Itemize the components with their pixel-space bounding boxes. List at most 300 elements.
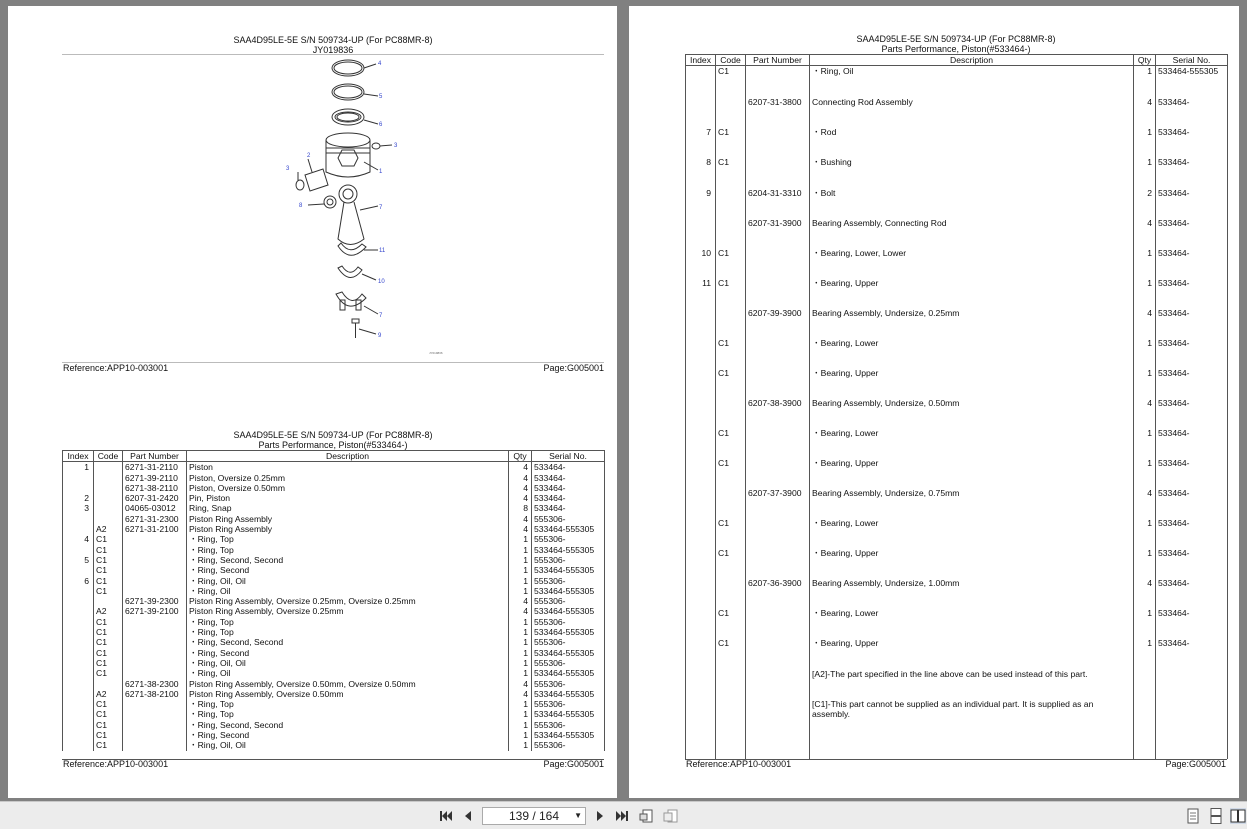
cell-code: A2 [94, 606, 123, 616]
cell-code: C1 [94, 699, 123, 709]
cell-part-number [123, 586, 187, 596]
cell-part-number: 6207-31-3900 [746, 218, 810, 248]
cell-description: ・Bearing, Upper [810, 548, 1134, 578]
cell-serial: 533464-555305 [532, 627, 605, 637]
cell-part-number [746, 638, 810, 668]
cell-index [63, 730, 94, 740]
cell-serial: 533464-555305 [532, 606, 605, 616]
cell-code [716, 188, 746, 218]
table-row [686, 578, 1228, 608]
cell-description: ・Bearing, Lower [810, 608, 1134, 638]
footer-reference: Reference:APP10-003001 [686, 759, 792, 769]
cell-code: C1 [716, 518, 746, 548]
table-title: SAA4D95LE-5E S/N 509734-UP (For PC88MR-8) [233, 430, 433, 440]
cell-code: C1 [94, 709, 123, 719]
cell-serial: 533464- [1156, 578, 1228, 608]
cell-qty: 1 [1134, 518, 1156, 548]
cell-serial: 533464- [532, 493, 605, 503]
cell-serial: 555306- [532, 596, 605, 606]
cell-qty: 1 [509, 617, 532, 627]
cell-serial: 555306- [532, 555, 605, 565]
cell-qty: 1 [1134, 66, 1156, 98]
table-row [686, 398, 1228, 428]
table-row [63, 555, 605, 565]
cell-index [63, 699, 94, 709]
continuous-view-icon[interactable] [1208, 808, 1224, 824]
cell-description: ・Bearing, Upper [810, 638, 1134, 668]
cell-index [63, 483, 94, 493]
cell-part-number: 6207-31-2420 [123, 493, 187, 503]
cell-qty: 4 [1134, 488, 1156, 518]
cell-qty: 1 [1134, 428, 1156, 458]
cell-qty: 4 [509, 514, 532, 524]
table-row [63, 658, 605, 668]
cell-code: C1 [716, 638, 746, 668]
col-qty: Qty [1134, 55, 1156, 66]
cell-part-number [746, 608, 810, 638]
table-row [63, 648, 605, 658]
cell-index: 3 [63, 503, 94, 513]
table-row [63, 730, 605, 740]
cell-index [63, 689, 94, 699]
cell-part-number: 04065-03012 [123, 503, 187, 513]
col-code: Code [94, 451, 123, 462]
cell-code [716, 97, 746, 127]
cell-part-number [746, 548, 810, 578]
cell-qty: 1 [509, 648, 532, 658]
cell-serial: 555306- [532, 617, 605, 627]
cell-serial: 555306- [532, 637, 605, 647]
two-page-view-icon[interactable] [1230, 808, 1246, 824]
svg-text:3: 3 [394, 143, 398, 149]
cell-code: A2 [94, 524, 123, 534]
footer-reference: Reference:APP10-003001 [63, 759, 169, 769]
cell-description: Piston Ring Assembly [187, 514, 509, 524]
cell-description: ・Ring, Second [187, 565, 509, 575]
table-row [686, 127, 1228, 157]
table-row [686, 66, 1228, 98]
fit-width-icon[interactable] [663, 808, 679, 824]
cell-qty: 1 [1134, 458, 1156, 488]
cell-description: ・Ring, Oil, Oil [187, 740, 509, 750]
cell-serial: 533464- [1156, 518, 1228, 548]
cell-part-number: 6207-39-3900 [746, 308, 810, 338]
table-row [63, 586, 605, 596]
cell-part-number [746, 458, 810, 488]
cell-code: C1 [716, 608, 746, 638]
col-index: Index [63, 451, 94, 462]
table-row [63, 740, 605, 750]
cell-code: C1 [716, 248, 746, 278]
table-header [685, 34, 1227, 54]
table-subtitle: Parts Performance, Piston(#533464-) [258, 440, 408, 450]
cell-part-number [123, 627, 187, 637]
cell-index [63, 565, 94, 575]
cell-index [686, 518, 716, 548]
cell-index: 5 [63, 555, 94, 565]
cell-part-number [123, 720, 187, 730]
last-page-icon[interactable] [614, 808, 630, 824]
cell-index [686, 338, 716, 368]
cell-code [94, 473, 123, 483]
fit-page-icon[interactable] [639, 808, 655, 824]
cell-qty: 1 [509, 565, 532, 575]
cell-qty: 4 [1134, 398, 1156, 428]
cell-code: C1 [94, 627, 123, 637]
table-row [63, 709, 605, 719]
cell-qty: 1 [1134, 368, 1156, 398]
cell-index [63, 740, 94, 750]
cell-code: C1 [94, 637, 123, 647]
table-row [686, 188, 1228, 218]
table-row [63, 699, 605, 709]
note-row [686, 669, 1228, 699]
cell-index [63, 473, 94, 483]
cell-serial: 533464- [532, 503, 605, 513]
col-code: Code [716, 55, 746, 66]
cell-qty: 4 [1134, 308, 1156, 338]
cell-qty: 1 [509, 586, 532, 596]
cell-part-number [746, 368, 810, 398]
cell-index [686, 488, 716, 518]
cell-index: 9 [686, 188, 716, 218]
cell-description: ・Ring, Second [187, 730, 509, 740]
cell-description: Ring, Snap [187, 503, 509, 513]
cell-part-number [123, 648, 187, 658]
cell-code: C1 [94, 720, 123, 730]
cell-serial: 533464-555305 [532, 730, 605, 740]
svg-text:5: 5 [379, 94, 383, 100]
cell-part-number [123, 637, 187, 647]
cell-qty: 1 [509, 709, 532, 719]
cell-serial: 533464- [1156, 308, 1228, 338]
left-page [8, 6, 617, 798]
col-qty: Qty [509, 451, 532, 462]
cell-code [94, 493, 123, 503]
cell-part-number: 6271-38-2100 [123, 689, 187, 699]
next-page-icon[interactable] [592, 808, 608, 824]
cell-part-number: 6271-38-2110 [123, 483, 187, 493]
cell-part-number: 6207-36-3900 [746, 578, 810, 608]
table-row [686, 638, 1228, 668]
table-row [63, 545, 605, 555]
cell-part-number [746, 127, 810, 157]
svg-text:1: 1 [379, 169, 383, 175]
cell-index: 6 [63, 576, 94, 586]
cell-part-number [123, 617, 187, 627]
cell-code [94, 462, 123, 473]
cell-index [63, 596, 94, 606]
cell-index [686, 97, 716, 127]
cell-description: ・Ring, Top [187, 627, 509, 637]
cell-index [63, 648, 94, 658]
table-row [686, 428, 1228, 458]
cell-qty: 1 [1134, 548, 1156, 578]
table-header [62, 430, 604, 450]
cell-part-number: 6204-31-3310 [746, 188, 810, 218]
table-row [686, 488, 1228, 518]
cell-index: 8 [686, 157, 716, 187]
cell-part-number [746, 338, 810, 368]
cell-index [686, 548, 716, 578]
cell-index [686, 398, 716, 428]
cell-index [686, 66, 716, 98]
cell-qty: 1 [509, 627, 532, 637]
cell-part-number: 6207-37-3900 [746, 488, 810, 518]
cell-qty: 4 [1134, 97, 1156, 127]
cell-part-number [746, 157, 810, 187]
cell-serial: 533464- [1156, 608, 1228, 638]
cell-description: ・Ring, Top [187, 545, 509, 555]
cell-index: 2 [63, 493, 94, 503]
cell-qty: 1 [509, 637, 532, 647]
cell-index [63, 617, 94, 627]
table-row [686, 458, 1228, 488]
cell-serial: 533464- [532, 462, 605, 473]
cell-code: C1 [94, 730, 123, 740]
cell-code: C1 [716, 428, 746, 458]
cell-qty: 1 [1134, 127, 1156, 157]
parts-table-left [62, 450, 605, 751]
cell-code: C1 [716, 548, 746, 578]
table-row [63, 503, 605, 513]
cell-code [716, 578, 746, 608]
footer-page: Page:G005001 [543, 759, 604, 769]
cell-code: C1 [94, 668, 123, 678]
footer-page: Page:G005001 [1165, 759, 1226, 769]
cell-description: ・Bearing, Lower [810, 428, 1134, 458]
cell-qty: 1 [1134, 338, 1156, 368]
col-index: Index [686, 55, 716, 66]
cell-description: ・Rod [810, 127, 1134, 157]
cell-qty: 1 [1134, 157, 1156, 187]
cell-index: 11 [686, 278, 716, 308]
col-part-number: Part Number [746, 55, 810, 66]
diagram-title: SAA4D95LE-5E S/N 509734-UP (For PC88MR-8) [233, 35, 433, 45]
cell-code: C1 [716, 157, 746, 187]
cell-code [94, 514, 123, 524]
cell-index [63, 679, 94, 689]
cell-part-number [746, 518, 810, 548]
right-page [629, 6, 1239, 798]
table-row [686, 608, 1228, 638]
cell-description: ・Ring, Top [187, 617, 509, 627]
viewer-toolbar [0, 801, 1247, 829]
cell-part-number: 6271-38-2300 [123, 679, 187, 689]
cell-description: ・Bearing, Upper [810, 278, 1134, 308]
col-part-number: Part Number [123, 451, 187, 462]
table-row [63, 514, 605, 524]
cell-description: ・Ring, Oil, Oil [187, 576, 509, 586]
diagram-small-id: JY019836 [429, 351, 443, 355]
cell-description: Piston Ring Assembly, Oversize 0.25mm, Oversize 0.25mm [187, 596, 509, 606]
cell-serial: 533464- [1156, 638, 1228, 668]
parts-table-right [685, 54, 1228, 759]
cell-serial: 555306- [532, 720, 605, 730]
cell-serial: 555306- [532, 514, 605, 524]
cell-part-number [123, 740, 187, 750]
cell-qty: 4 [509, 689, 532, 699]
cell-description: Bearing Assembly, Undersize, 0.25mm [810, 308, 1134, 338]
cell-code: C1 [716, 66, 746, 98]
cell-index [686, 578, 716, 608]
cell-serial: 555306- [532, 534, 605, 544]
table-row [63, 524, 605, 534]
cell-description: ・Bolt [810, 188, 1134, 218]
cell-description: Piston Ring Assembly, Oversize 0.50mm, Oversize 0.50mm [187, 679, 509, 689]
cell-serial: 533464-555305 [532, 709, 605, 719]
cell-description: ・Bearing, Upper [810, 458, 1134, 488]
cell-description: ・Ring, Top [187, 699, 509, 709]
cell-qty: 1 [509, 555, 532, 565]
cell-description: Piston, Oversize 0.25mm [187, 473, 509, 483]
cell-description: ・Bearing, Lower [810, 338, 1134, 368]
cell-qty: 1 [509, 658, 532, 668]
cell-serial: 533464-555305 [532, 648, 605, 658]
svg-text:3: 3 [286, 166, 290, 172]
cell-part-number [123, 545, 187, 555]
cell-code: C1 [94, 545, 123, 555]
svg-text:7: 7 [379, 313, 383, 319]
cell-description: ・Ring, Second [187, 648, 509, 658]
table-row [686, 548, 1228, 578]
cell-description: ・Ring, Second, Second [187, 720, 509, 730]
svg-text:10: 10 [378, 279, 385, 285]
cell-index [63, 514, 94, 524]
page-indicator: 139 / 164 [508, 809, 560, 823]
table-row [686, 338, 1228, 368]
cell-index [686, 428, 716, 458]
cell-part-number [746, 66, 810, 98]
cell-qty: 1 [509, 534, 532, 544]
cell-qty: 4 [509, 462, 532, 473]
table-row [63, 689, 605, 699]
cell-index [686, 368, 716, 398]
cell-code: C1 [94, 534, 123, 544]
cell-index [63, 524, 94, 534]
cell-code [94, 679, 123, 689]
cell-description: Piston, Oversize 0.50mm [187, 483, 509, 493]
cell-description: ・Ring, Oil, Oil [187, 658, 509, 668]
cell-index [63, 545, 94, 555]
cell-qty: 1 [509, 740, 532, 750]
cell-description: ・Bearing, Lower, Lower [810, 248, 1134, 278]
cell-index [63, 668, 94, 678]
cell-qty: 4 [509, 596, 532, 606]
cell-serial: 555306- [532, 740, 605, 750]
cell-description: ・Bearing, Lower [810, 518, 1134, 548]
cell-qty: 4 [509, 679, 532, 689]
cell-description: Piston Ring Assembly, Oversize 0.50mm [187, 689, 509, 699]
cell-serial: 555306- [532, 576, 605, 586]
table-row [686, 368, 1228, 398]
cell-qty: 4 [1134, 578, 1156, 608]
col-description: Description [187, 451, 509, 462]
svg-text:6: 6 [379, 122, 383, 128]
table-row [63, 679, 605, 689]
cell-description: Pin, Piston [187, 493, 509, 503]
chevron-down-icon[interactable]: ▼ [574, 811, 582, 820]
cell-description: ・Ring, Top [187, 709, 509, 719]
cell-serial: 533464- [1156, 248, 1228, 278]
cell-description: Bearing Assembly, Undersize, 1.00mm [810, 578, 1134, 608]
page-number-field[interactable] [482, 807, 586, 825]
cell-serial: 533464- [1156, 458, 1228, 488]
cell-index [63, 606, 94, 616]
cell-qty: 1 [1134, 608, 1156, 638]
cell-qty: 4 [509, 493, 532, 503]
cell-qty: 1 [1134, 278, 1156, 308]
table-row [686, 518, 1228, 548]
cell-part-number [746, 248, 810, 278]
cell-serial: 555306- [532, 658, 605, 668]
cell-part-number [123, 658, 187, 668]
cell-serial: 533464- [1156, 398, 1228, 428]
single-page-view-icon[interactable] [1185, 808, 1201, 824]
cell-part-number: 6271-39-2300 [123, 596, 187, 606]
cell-serial: 533464- [1156, 188, 1228, 218]
cell-qty: 1 [509, 699, 532, 709]
cell-code [716, 308, 746, 338]
svg-text:4: 4 [378, 61, 382, 67]
cell-serial: 533464-555305 [532, 524, 605, 534]
cell-index: 7 [686, 127, 716, 157]
prev-page-icon[interactable] [460, 808, 476, 824]
cell-code: C1 [716, 458, 746, 488]
table-row [686, 218, 1228, 248]
cell-qty: 4 [509, 524, 532, 534]
cell-qty: 1 [1134, 638, 1156, 668]
cell-qty: 1 [509, 720, 532, 730]
cell-part-number [123, 730, 187, 740]
col-description: Description [810, 55, 1134, 66]
cell-part-number [123, 565, 187, 575]
cell-part-number [123, 576, 187, 586]
cell-code: C1 [94, 617, 123, 627]
table-row [686, 308, 1228, 338]
cell-serial: 555306- [532, 699, 605, 709]
table-title: SAA4D95LE-5E S/N 509734-UP (For PC88MR-8) [856, 34, 1056, 44]
cell-part-number: 6207-38-3900 [746, 398, 810, 428]
cell-index [63, 637, 94, 647]
note-text: [A2]-The part specified in the line above can be used instead of this part. [810, 669, 1134, 699]
cell-serial: 533464- [1156, 488, 1228, 518]
cell-description: Piston [187, 462, 509, 473]
cell-code: C1 [94, 648, 123, 658]
cell-serial: 533464- [1156, 157, 1228, 187]
cell-index [686, 308, 716, 338]
cell-index [63, 709, 94, 719]
first-page-icon[interactable] [438, 808, 454, 824]
cell-part-number [746, 428, 810, 458]
diagram-header [62, 35, 604, 55]
svg-text:2: 2 [307, 153, 311, 159]
cell-description: ・Ring, Oil [187, 586, 509, 596]
table-row [63, 483, 605, 493]
cell-description: ・Bushing [810, 157, 1134, 187]
cell-serial: 533464- [1156, 218, 1228, 248]
cell-serial: 533464- [1156, 97, 1228, 127]
cell-index: 4 [63, 534, 94, 544]
table-row [63, 534, 605, 544]
cell-serial: 533464- [1156, 338, 1228, 368]
cell-qty: 2 [1134, 188, 1156, 218]
cell-qty: 4 [509, 483, 532, 493]
cell-qty: 4 [1134, 218, 1156, 248]
cell-part-number: 6271-31-2300 [123, 514, 187, 524]
table-row [63, 637, 605, 647]
cell-code: C1 [716, 368, 746, 398]
